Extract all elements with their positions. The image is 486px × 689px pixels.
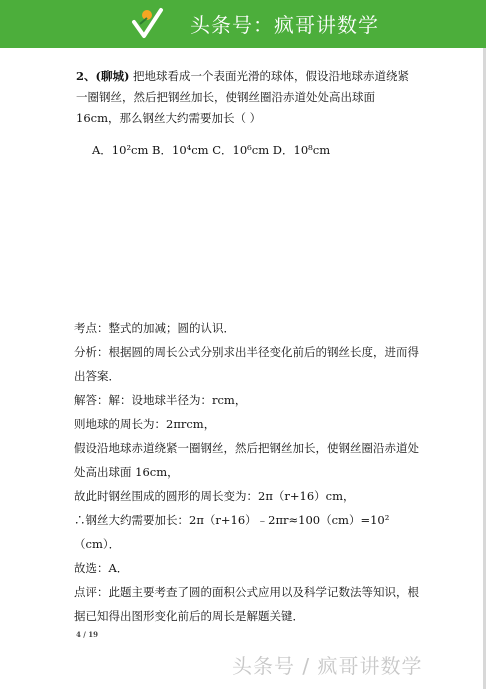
solution-line: 解答：解：设地球半径为：rcm， [74, 393, 247, 407]
banner-title: 头条号：疯哥讲数学 [190, 13, 379, 37]
solution-line: 点评：此题主要考查了圆的面积公式应用以及科学记数法等知识，根据已知得出图形变化前后的周长是解题关键． [74, 585, 419, 623]
question-text: 把地球看成一个表面光滑的球体，假设沿地球赤道绕紧一圈钢丝，然后把钢丝加长，使钢丝圈沿赤道处处高出球面 16cm，那么钢丝大约需要加长（ ） [76, 69, 410, 125]
solution-block [74, 316, 424, 628]
header-banner [0, 0, 486, 48]
solution-line: 故选：A． [74, 561, 129, 575]
solution-line: 则地球的周长为：2πrcm， [74, 417, 216, 431]
question-options: A．10²cm B．10⁴cm C．10⁶cm D．10⁸cm [92, 143, 331, 157]
solution-line: 分析：根据圆的周长公式分别求出半径变化前后的钢丝长度，进而得出答案． [74, 345, 419, 383]
question-block [76, 66, 416, 129]
watermark: 头条号 / 疯哥讲数学 [232, 654, 423, 678]
solution-line: 故此时钢丝围成的圆形的周长变为：2π（r+16）cm， [74, 489, 355, 503]
question-number: 2、(聊城) [76, 69, 130, 83]
solution-line: 假设沿地球赤道绕紧一圈钢丝，然后把钢丝加长，使钢丝圈沿赤道处处高出球面 16cm， [74, 441, 419, 479]
check-logo-icon [128, 4, 166, 42]
solution-line: ∴钢丝大约需要加长：2π（r+16）﹣2πr≈100（cm）=10²（cm）． [74, 513, 390, 551]
page-number: 4 / 19 [76, 630, 99, 639]
solution-line: 考点：整式的加减；圆的认识． [74, 321, 235, 335]
